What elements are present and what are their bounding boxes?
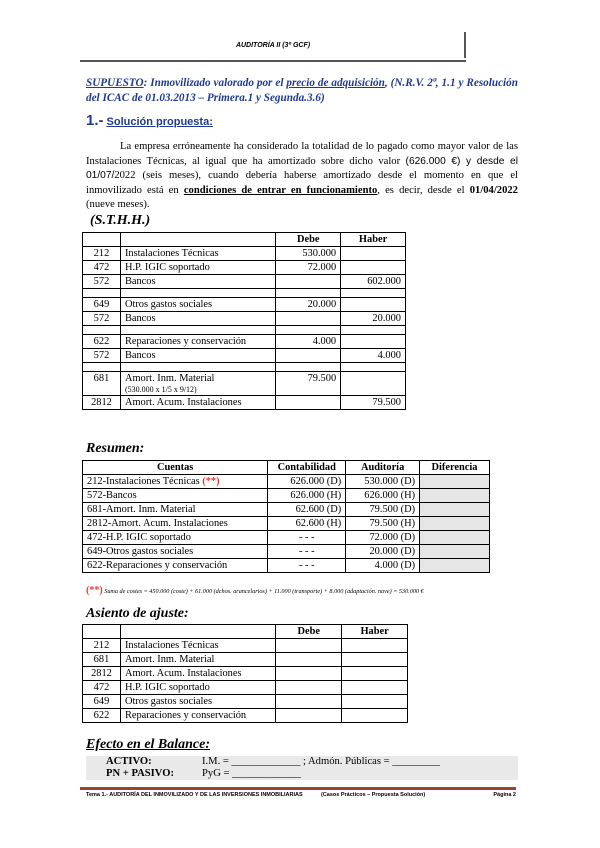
header-title: AUDITORÍA II (3º GCF) xyxy=(235,42,311,49)
balance-box xyxy=(86,756,518,780)
supuesto-label: SUPUESTO xyxy=(86,77,144,89)
balance-heading: Efecto en el Balance: xyxy=(86,737,211,752)
section-label: Solución propuesta: xyxy=(106,116,213,128)
table-row: 622 Reparaciones y conservación xyxy=(83,709,408,723)
table-row: 572-Bancos 626.000 (H) 626.000 (H) xyxy=(83,489,490,503)
para-part-3: , es decir, desde el xyxy=(377,184,470,196)
activo-label: ACTIVO: xyxy=(106,756,152,767)
explanation-paragraph xyxy=(86,140,518,213)
balance-activo-row xyxy=(106,756,440,768)
table-row: 472-H.P. IGIC soportado - - - 72.000 (D) xyxy=(83,531,490,545)
footer-rule xyxy=(80,787,516,790)
asterisk-marker: (**) xyxy=(202,476,220,487)
spacer-row xyxy=(83,326,406,335)
resumen-heading: Resumen: xyxy=(86,441,145,456)
footer-left: Tema 1.- AUDITORÍA DEL INMOVILIZADO Y DE LAS INVERSIONES INMOBILIARIAS xyxy=(86,792,303,798)
note-marker: (**) xyxy=(86,585,103,596)
ajuste-col-haber: Haber xyxy=(342,625,408,639)
ajuste-col-debe: Debe xyxy=(276,625,342,639)
table-row: 649-Otros gastos sociales - - - 20.000 (D) xyxy=(83,545,490,559)
page-header xyxy=(80,38,466,62)
pn-text: PyG = _____________ xyxy=(202,768,301,779)
supuesto-text2: , (N.R.V. 2ª, 1.1 y Resolución del ICAC de 01.03.2013 – Primera.1 y Segunda.3.6) xyxy=(86,77,518,104)
footer-mid: (Casos Prácticos – Propuesta Solución) xyxy=(321,792,426,798)
para-bold-underline: condiciones de entrar en funcionamiento xyxy=(183,184,378,196)
para-part-1: La empresa erróneamente ha considerado la totalidad de lo pagado como mayor valor de las Instalaciones Técnicas, al igual que ha amortizado sobre dicho valor xyxy=(86,141,518,167)
ajuste-table xyxy=(82,624,408,723)
table-row: 572 Bancos 20.000 xyxy=(83,312,406,326)
sthh-col-haber: Haber xyxy=(341,233,406,247)
sthh-header-row xyxy=(83,233,406,247)
activo-text: I.M. = _____________ ; Admón. Públicas = _________ xyxy=(202,756,440,767)
spacer-row xyxy=(83,289,406,298)
section-number: 1.- xyxy=(86,112,104,129)
sthh-col-debe: Debe xyxy=(276,233,341,247)
table-row: 212 Instalaciones Técnicas 530.000 xyxy=(83,247,406,261)
table-row: 681 Amort. Inm. Material (530.000 x 1/5 x 9/12) 79.500 xyxy=(83,372,406,396)
table-row: 212 Instalaciones Técnicas xyxy=(83,639,408,653)
para-bold-date: 01/04/2022 xyxy=(469,184,518,196)
para-part-2: 2022 (seis meses), cuando debería haberse amortizado desde el momento en que el inmovilizado está en xyxy=(86,170,518,196)
table-row: 472 H.P. IGIC soportado 72.000 xyxy=(83,261,406,275)
table-row: 681-Amort. Inm. Material 62.600 (D) 79.500 (D) xyxy=(83,503,490,517)
table-row: 212-Instalaciones Técnicas (**) 626.000 (D) 530.000 (D) xyxy=(83,475,490,489)
header-divider xyxy=(464,32,466,58)
note-text: Suma de costes = 450.000 (coste) + 61.000 (dchos. arancelarios) + 11.000 (transporte) + 8.000 (adaptación. nave) = 530.000 € xyxy=(104,588,424,595)
supuesto-title xyxy=(86,76,518,106)
ajuste-heading: Asiento de ajuste: xyxy=(86,606,189,621)
amort-formula: (530.000 x 1/5 x 9/12) xyxy=(124,385,197,394)
sthh-heading: (S.T.H.H.) xyxy=(90,213,151,228)
footer-page-number: Página 2 xyxy=(493,792,516,798)
table-row: 649 Otros gastos sociales 20.000 xyxy=(83,298,406,312)
pn-label: PN + PASIVO: xyxy=(106,768,175,779)
table-row: 472 H.P. IGIC soportado xyxy=(83,681,408,695)
section-heading xyxy=(86,112,213,130)
supuesto-text1: : Inmovilizado valorado por el xyxy=(143,77,287,89)
resumen-table xyxy=(82,460,490,573)
table-row: 2812 Amort. Acum. Instalaciones 79.500 xyxy=(83,396,406,410)
supuesto-link: precio de adquisición xyxy=(286,77,385,89)
table-row: 2812-Amort. Acum. Instalaciones 62.600 (H) 79.500 (H) xyxy=(83,517,490,531)
resumen-header-row: Cuentas Contabilidad Auditoría Diferencia xyxy=(83,461,490,475)
table-row: 649 Otros gastos sociales xyxy=(83,695,408,709)
table-row: 681 Amort. Inm. Material xyxy=(83,653,408,667)
table-row: 572 Bancos 4.000 xyxy=(83,349,406,363)
cost-note xyxy=(86,585,424,596)
table-row: 572 Bancos 602.000 xyxy=(83,275,406,289)
table-row: 622 Reparaciones y conservación 4.000 xyxy=(83,335,406,349)
ajuste-header-row xyxy=(83,625,408,639)
spacer-row xyxy=(83,363,406,372)
para-handwritten: (626.000 €) y desde el 01/07/ xyxy=(86,155,518,181)
sthh-table xyxy=(82,232,406,410)
balance-pn-row xyxy=(106,768,301,780)
table-row: 2812 Amort. Acum. Instalaciones xyxy=(83,667,408,681)
table-row: 622-Reparaciones y conservación - - - 4.000 (D) xyxy=(83,559,490,573)
para-part-4: (nueve meses). xyxy=(86,199,150,210)
